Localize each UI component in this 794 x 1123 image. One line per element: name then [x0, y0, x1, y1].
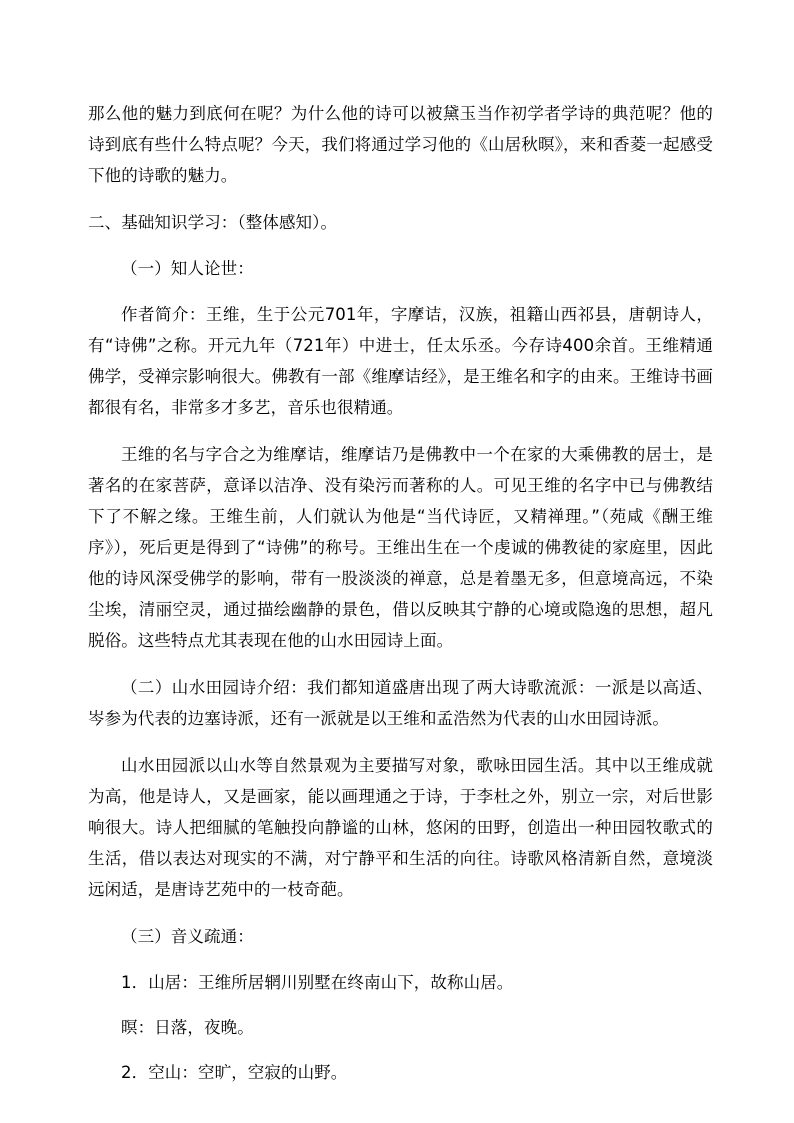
glossary-item: 暝：日落，夜晚。 [121, 1018, 254, 1037]
document-body [88, 98, 713, 1088]
poetry-school-paragraph: （二）山水田园诗介绍：我们都知道盛唐出现了两大诗歌流派：一派是以高适、岑参为代表的边塞诗派，还有一派就是以王维和孟浩然为代表的山水田园诗派。 [88, 678, 713, 728]
intro-paragraph: 那么他的魅力到底何在呢？为什么他的诗可以被黛玉当作初学者学诗的典范呢？他的诗到底有些什么特点呢？今天，我们将通过学习他的《山居秋暝》，来和香菱一起感受下他的诗歌的魅力。 [88, 104, 713, 185]
section-heading-basic-knowledge: 二、基础知识学习：（整体感知）。 [88, 213, 338, 232]
author-intro-paragraph: 作者简介：王维，生于公元701年，字摩诘，汉族，祖籍山西祁县，唐朝诗人，有“诗佛”之称。开元九年（721年）中进士，任太乐丞。今存诗400余首。王维精通佛学，受禅宗影响很大。佛教有一部《维摩诘经》，是王维名和字的由来。王维诗书画都很有名，非常多才多艺，音乐也很精通。 [88, 305, 713, 417]
name-origin-paragraph: 王维的名与字合之为维摩诘，维摩诘乃是佛教中一个在家的大乘佛教的居士，是著名的在家菩萨，意译以洁净、没有染污而著称的人。可见王维的名字中已与佛教结下了不解之缘。王维生前，人们就认为他是“当代诗匠，又精禅理。”（苑咸《酬王维序》），死后更是得到了“诗佛”的称号。王维出生在一个虔诚的佛教徒的家庭里，因此他的诗风深受佛学的影响，带有一股淡淡的禅意，总是着墨无多，但意境高远，不染尘埃，清丽空灵，通过描绘幽静的景色，借以反映其宁静的心境或隐逸的思想，超凡脱俗。这些特点尤其表现在他的山水田园诗上面。 [88, 445, 713, 650]
glossary-item: 1．山居：王维所居辋川别墅在终南山下，故称山居。 [121, 973, 514, 992]
glossary-item: 2．空山：空旷，空寂的山野。 [121, 1063, 348, 1082]
landscape-school-paragraph: 山水田园派以山水等自然景观为主要描写对象，歌咏田园生活。其中以王维成就为高，他是诗人，又是画家，能以画理通之于诗，于李杜之外，别立一宗，对后世影响很大。诗人把细腻的笔触投向静谧的山林，悠闲的田野，创造出一种田园牧歌式的生活，借以表达对现实的不满，对宁静平和生活的向往。诗歌风格清新自然，意境淡远闲适，是唐诗艺苑中的一枝奇葩。 [88, 756, 713, 899]
subsection-heading-author: （一）知人论世： [121, 259, 254, 278]
subsection-heading-glossary: （三）音义疏通： [121, 927, 254, 946]
